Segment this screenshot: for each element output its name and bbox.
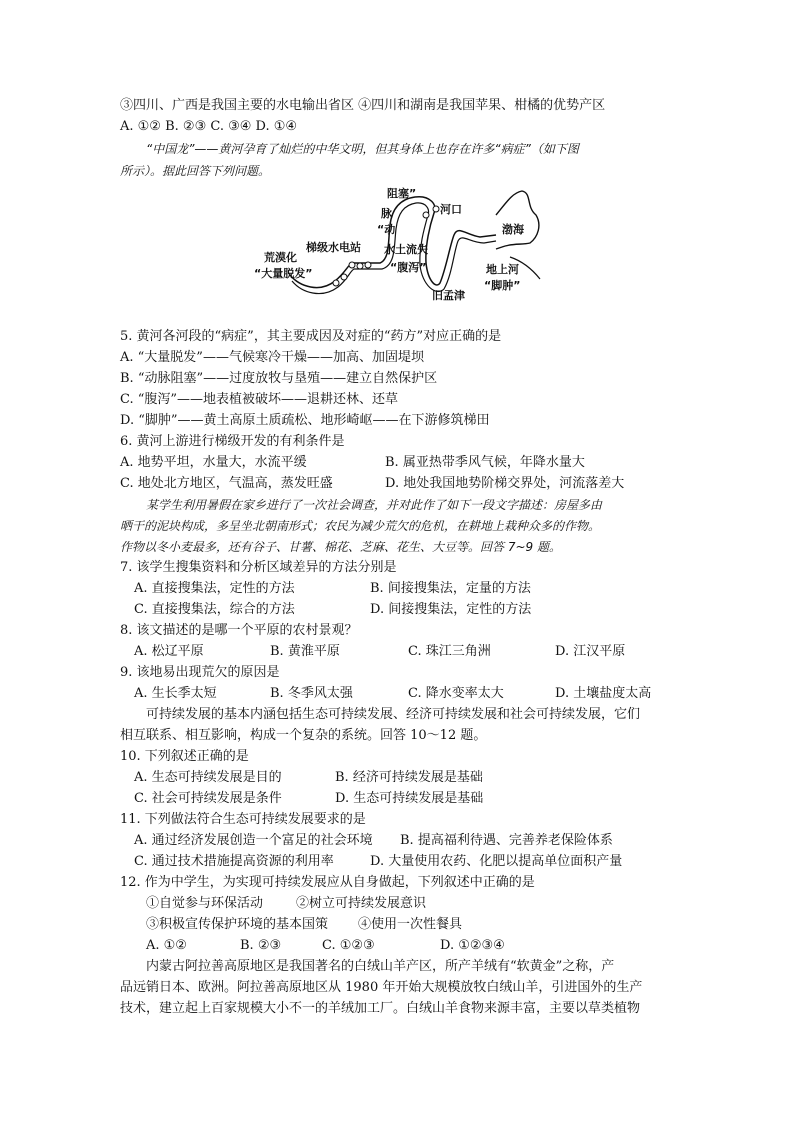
question-9-option-a: A. 生长季太短 xyxy=(134,686,217,701)
question-7-option-b: B. 间接搜集法，定量的方法 xyxy=(370,581,531,596)
question-11: 11. 下列做法符合生态可持续发展要求的是 xyxy=(120,812,366,827)
question-7: 7. 该学生搜集资料和分析区域差异的方法分别是 xyxy=(120,560,397,575)
label-huangmo: 荒漠化 xyxy=(264,251,297,264)
question-7-option-a: A. 直接搜集法，定性的方法 xyxy=(134,581,295,596)
question-5: 5. 黄河各河段的“病症”，其主要成因及对症的“药方”对应正确的是 xyxy=(120,329,502,344)
bohai-coast xyxy=(496,191,539,249)
question-8-option-a: A. 松辽平原 xyxy=(134,644,204,659)
question-7-option-c: C. 直接搜集法，综合的方法 xyxy=(134,602,295,617)
question-12-option-d: D. ①②③④ xyxy=(440,938,505,953)
question-6-option-b: B. 属亚热带季风气候，年降水量大 xyxy=(385,455,585,470)
question-9: 9. 该地易出现荒欠的原因是 xyxy=(120,665,280,680)
question-8-option-c: C. 珠江三角洲 xyxy=(408,644,491,659)
question-5-option-c: C. “腹泻”——地表植被破坏——退耕还林、还草 xyxy=(120,392,399,407)
label-fuxie: “腹泻” xyxy=(390,261,427,274)
sustain-paragraph-line-2: 相互联系、相互影响，构成一个复杂的系统。回答 10～12 题。 xyxy=(120,728,487,743)
question-5-option-b: B. “动脉阻塞”——过度放牧与垦殖——建立自然保护区 xyxy=(120,371,438,386)
question-12-item-4: ④使用一次性餐具 xyxy=(358,917,463,932)
question-7-option-d: D. 间接搜集法，定性的方法 xyxy=(370,602,532,617)
question-10-option-a: A. 生态可持续发展是目的 xyxy=(134,770,282,785)
question-11-option-d: D. 大量使用农药、化肥以提高单位面积产量 xyxy=(370,854,623,869)
question-6-option-d: D. 地处我国地势阶梯交界处，河流落差大 xyxy=(385,476,625,491)
survey-paragraph-line-2: 晒干的泥块构成，多呈坐北朝南形式；农民为减少荒欠的危机，在耕地上栽种众多的作物。 xyxy=(120,519,601,533)
label-shuitu: 水土流失 xyxy=(384,243,428,256)
question-9-option-b: B. 冬季风太强 xyxy=(270,686,353,701)
question-12-option-a: A. ①② xyxy=(146,938,187,953)
alashan-paragraph-line-2: 品远销日本、欧洲。阿拉善高原地区从 1980 年开始大规模放牧白绒山羊，引进国外的生产 xyxy=(120,980,643,995)
label-hekou: 河口 xyxy=(440,203,462,216)
label-dong: “动 xyxy=(377,223,396,236)
question-5-option-d: D. “脚肿”——黄土高原土质疏松、地形崎岖——在下游修筑梯田 xyxy=(120,413,490,428)
label-tiji: 梯级水电站 xyxy=(306,241,361,254)
intro-paragraph-line-1: “中国龙”——黄河孕育了灿烂的中华文明，但其身体上也存在许多“病症”（如下图 xyxy=(146,142,579,156)
question-10: 10. 下列叙述正确的是 xyxy=(120,749,249,764)
survey-paragraph-line-3: 作物以冬小麦最多，还有谷子、甘薯、棉花、芝麻、花生、大豆等。回答 7~9 题。 xyxy=(120,540,561,554)
question-12-option-c: C. ①②③ xyxy=(322,938,375,953)
question-12-item-3: ③积极宣传保护环境的基本国策 xyxy=(146,917,329,932)
label-dishang: 地上河 xyxy=(486,263,519,276)
question-12: 12. 作为中学生，为实现可持续发展应从自身做起，下列叙述中正确的是 xyxy=(120,875,535,890)
label-mai: 脉 xyxy=(381,207,392,220)
question-6: 6. 黄河上游进行梯级开发的有利条件是 xyxy=(120,434,345,449)
question-11-option-c: C. 通过技术措施提高资源的利用率 xyxy=(134,854,334,869)
question-8-option-d: D. 江汉平原 xyxy=(555,644,626,659)
question-9-option-c: C. 降水变率太大 xyxy=(408,686,504,701)
question-6-option-c: C. 地处北方地区，气温高，蒸发旺盛 xyxy=(120,476,333,491)
alashan-paragraph-line-1: 内蒙古阿拉善高原地区是我国著名的白绒山羊产区，所产羊绒有“软黄金”之称，产 xyxy=(146,959,615,974)
label-jiaozhong: “脚肿” xyxy=(484,279,521,292)
question-12-option-b: B. ②③ xyxy=(240,938,282,953)
label-zuse: 阻塞” xyxy=(387,187,417,200)
label-jiumeng: 旧孟津 xyxy=(432,289,465,302)
question-12-item-1: ①自觉参与环保活动 xyxy=(146,896,264,911)
question-9-option-d: D. 土壤盐度太高 xyxy=(555,686,652,701)
label-bohai: 渤海 xyxy=(502,223,524,236)
question-6-option-a: A. 地势平坦，水量大，水流平缓 xyxy=(120,455,307,470)
question-12-item-2: ②树立可持续发展意识 xyxy=(296,896,427,911)
question-10-option-c: C. 社会可持续发展是条件 xyxy=(134,791,282,806)
alashan-paragraph-line-3: 技术，建立起上百家规模大小不一的羊绒加工厂。白绒山羊食物来源丰富，主要以草类植物 xyxy=(120,1001,641,1016)
question-8: 8. 该文描述的是哪一个平原的农村景观？ xyxy=(120,623,358,638)
question-11-option-a: A. 通过经济发展创造一个富足的社会环境 xyxy=(134,833,373,848)
question-5-option-a: A. “大量脱发”——气候寒冷干燥——加高、加固堤坝 xyxy=(120,350,424,365)
intro-paragraph-line-2: 所示）。据此回答下列问题。 xyxy=(120,164,271,178)
question-10-option-b: B. 经济可持续发展是基础 xyxy=(335,770,483,785)
prev-question-option-line: ③四川、广西是我国主要的水电输出省区 ④四川和湖南是我国苹果、柑橘的优势产区 xyxy=(120,98,606,113)
survey-paragraph-line-1: 某学生利用暑假在家乡进行了一次社会调查，并对此作了如下一段文字描述：房屋多由 xyxy=(146,498,603,512)
question-8-option-b: B. 黄淮平原 xyxy=(270,644,340,659)
label-tuofa: “大量脱发” xyxy=(254,267,313,280)
sustain-paragraph-line-1: 可持续发展的基本内涵包括生态可持续发展、经济可持续发展和社会可持续发展，它们 xyxy=(146,707,641,722)
prev-question-choices: A. ①② B. ②③ C. ③④ D. ①④ xyxy=(120,119,298,134)
question-10-option-d: D. 生态可持续发展是基础 xyxy=(335,791,484,806)
yellow-river-map xyxy=(240,185,555,315)
question-11-option-b: B. 提高福利待遇、完善养老保险体系 xyxy=(400,833,613,848)
